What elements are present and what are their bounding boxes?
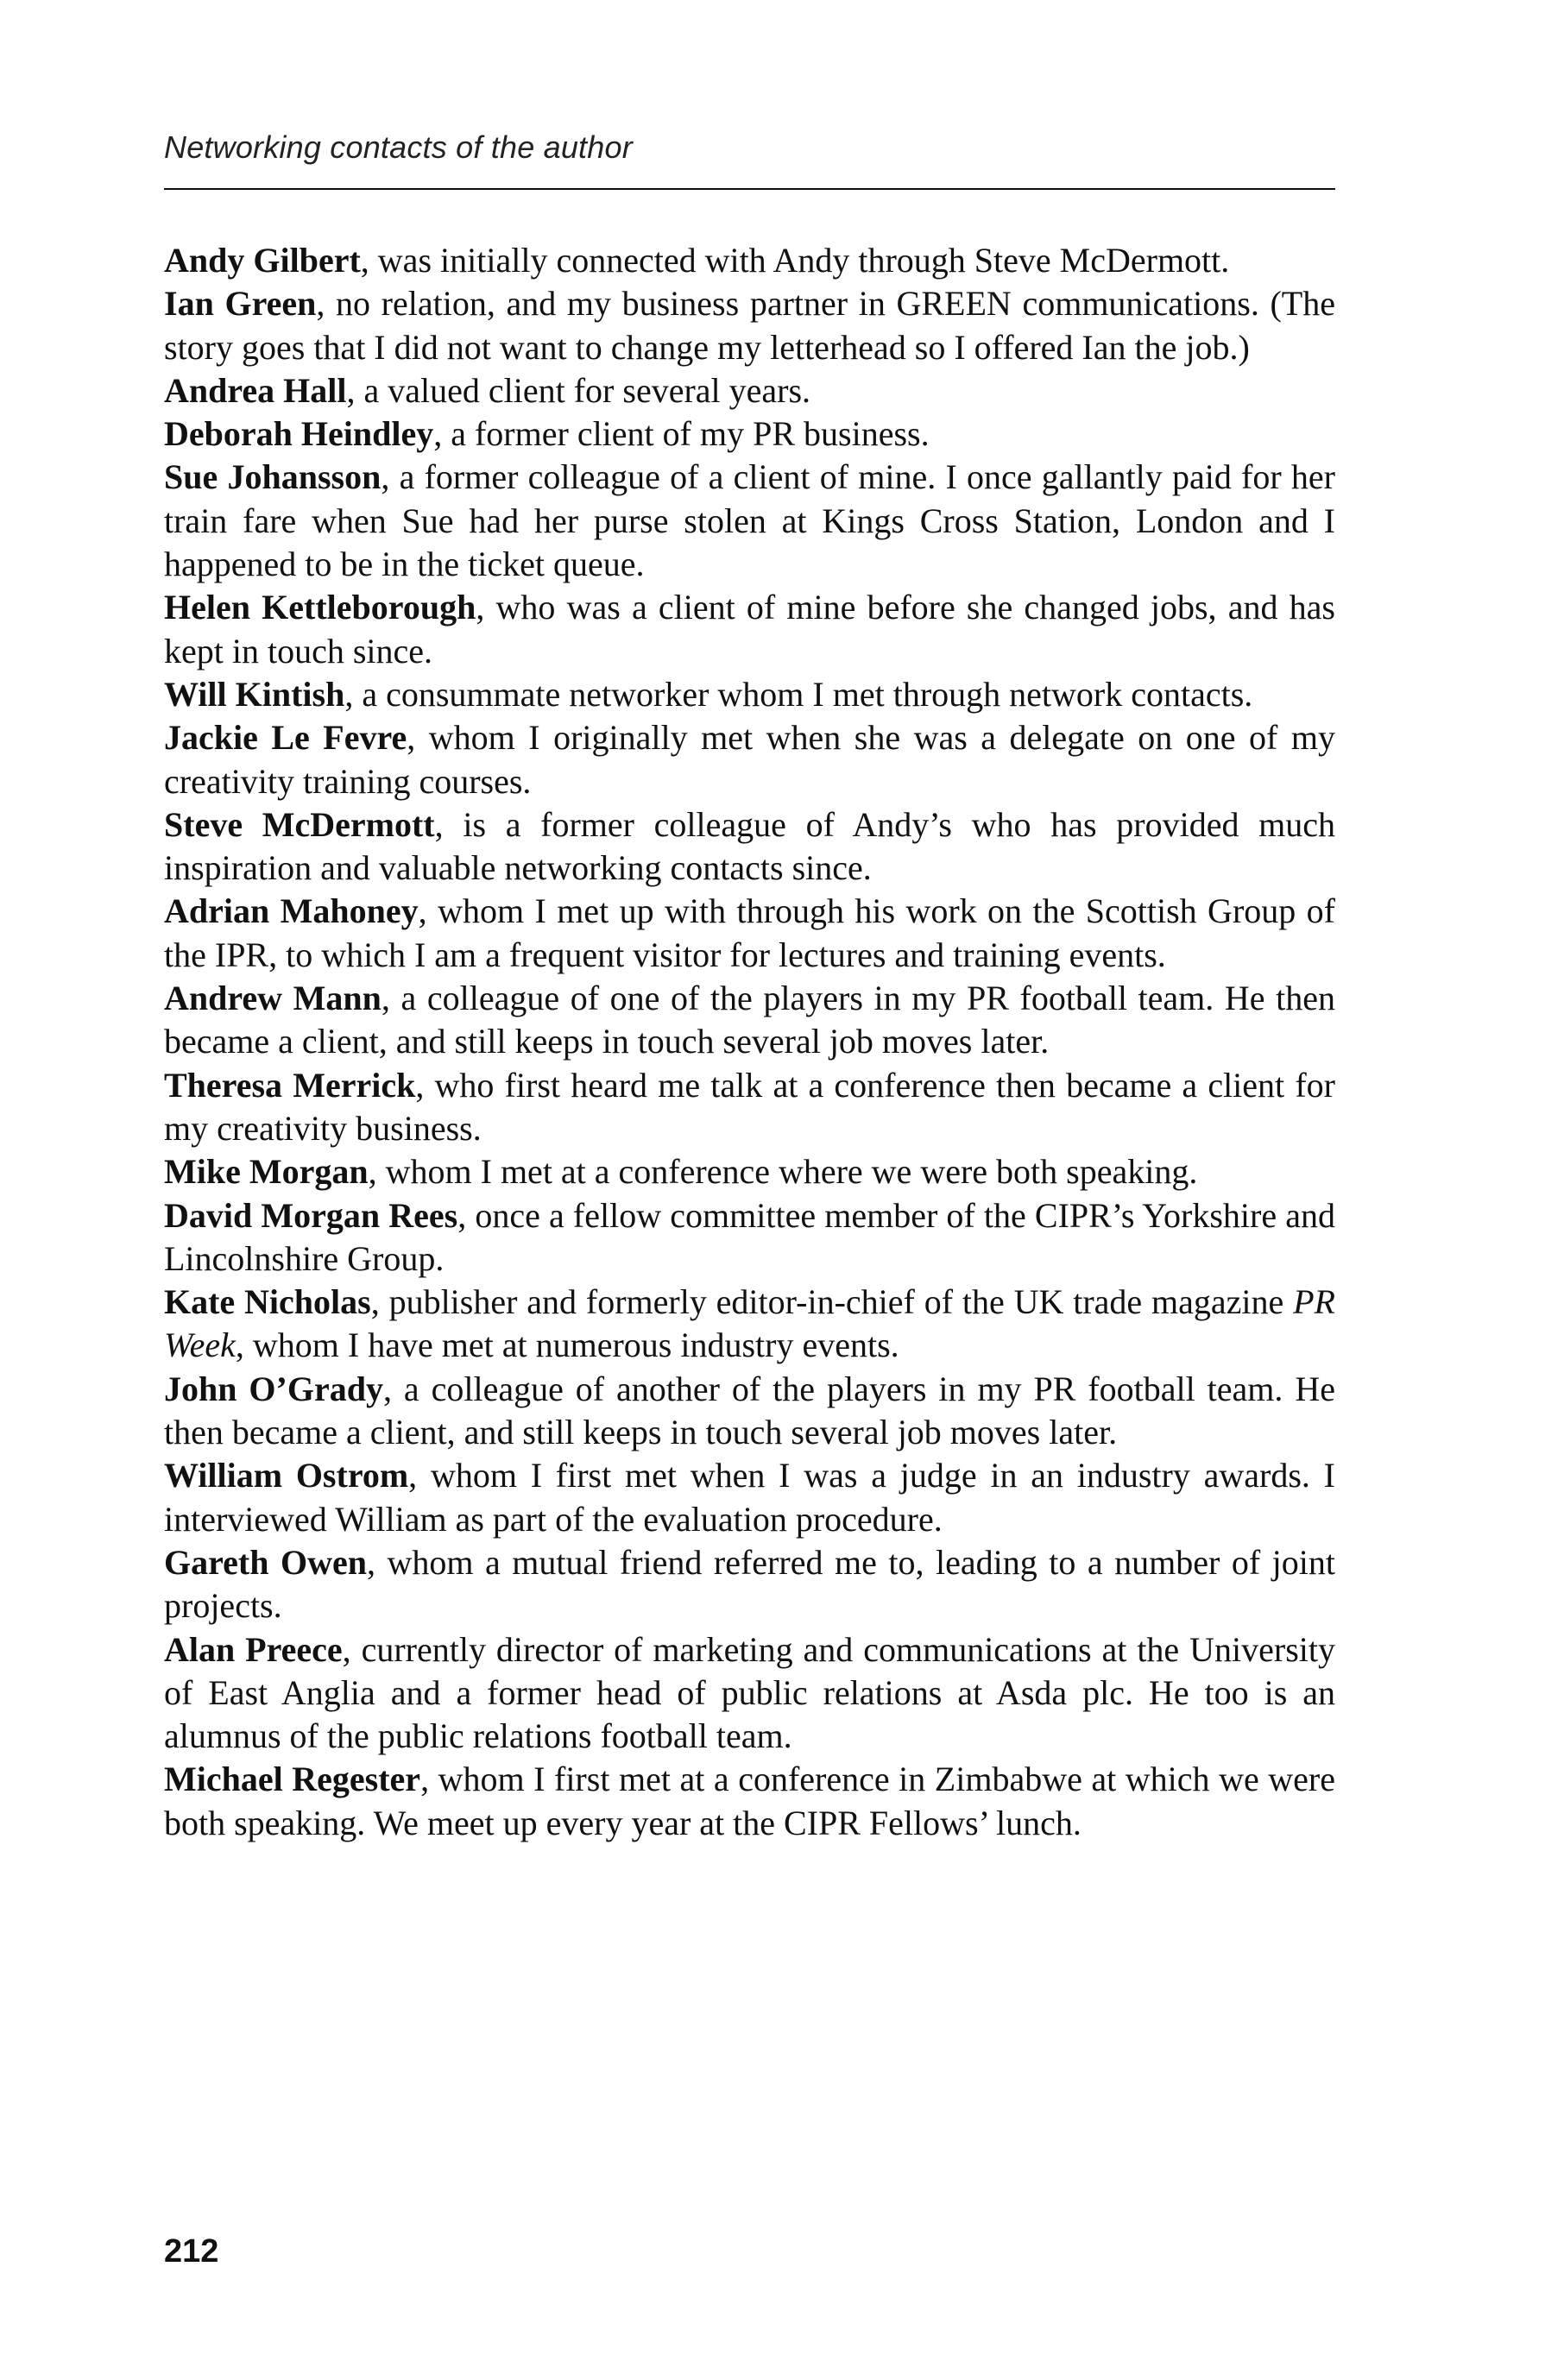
contact-description: , a former colleague of a client of mine. I once gallantly paid for her train fare when Sue had her purse stolen at Kings Cross Station, London and I happened to be in the ticket queue. [164, 457, 1336, 584]
page-number: 212 [164, 2233, 219, 2270]
contact-description: , is a former colleague of Andy’s who has provided much inspiration and valuable networking contacts since. [164, 804, 1336, 888]
contact-name: Alan Preece [164, 1629, 343, 1669]
contact-description: , whom a mutual friend referred me to, leading to a number of joint projects. [164, 1542, 1336, 1626]
contact-name: Ian Green [164, 284, 317, 324]
contact-entry [164, 716, 1335, 803]
contact-entry [164, 1368, 1335, 1455]
contact-description: , whom I first met at a conference in Zimbabwe at which we were both speaking. We meet up every year at the CIPR Fellows’ lunch. [164, 1760, 1335, 1842]
contact-entry [164, 1758, 1335, 1845]
contact-description: , whom I first met when I was a judge in an industry awards. I interviewed William as part of the evaluation procedure. [164, 1456, 1335, 1539]
contact-entry [164, 586, 1335, 673]
contact-description: , publisher and formerly editor-in-chief of the UK trade magazine [370, 1282, 1294, 1322]
contact-description: , currently director of marketing and communications at the University of East Anglia and a former head of public relations at Asda plc. He too is an alumnus of the public relations football team. [164, 1629, 1335, 1756]
contact-name: William Ostrom [164, 1456, 409, 1495]
contact-entry [164, 1454, 1335, 1541]
contact-entry [164, 1628, 1335, 1759]
contact-description: , a colleague of another of the players in my PR football team. He then became a client, and still keeps in touch several job moves later. [164, 1369, 1335, 1452]
contact-entry [164, 1541, 1335, 1628]
contact-entry [164, 890, 1335, 977]
contact-description: , a valued client for several years. [346, 370, 811, 410]
contact-name: Steve McDermott [164, 804, 435, 844]
contact-entry [164, 282, 1335, 369]
contact-entry [164, 1194, 1335, 1281]
contact-entry [164, 369, 1335, 412]
contact-name: Andrea Hall [164, 370, 347, 410]
contact-description: , once a fellow committee member of the CIPR’s Yorkshire and Lincolnshire Group. [164, 1195, 1335, 1278]
contact-entry [164, 673, 1335, 716]
contact-name: Adrian Mahoney [164, 891, 419, 931]
contact-entry [164, 239, 1335, 282]
contact-description: , whom I met up with through his work on the Scottish Group of the IPR, to which I am a frequent visitor for lectures and training events. [164, 891, 1335, 974]
contact-name: David Morgan Rees [164, 1195, 458, 1235]
contact-name: Deborah Heindley [164, 414, 434, 454]
contact-name: Andrew Mann [164, 979, 382, 1018]
contact-name: Andy Gilbert [164, 241, 361, 280]
contact-name: Will Kintish [164, 674, 345, 714]
contact-name: Gareth Owen [164, 1542, 367, 1582]
contact-description: , who first heard me talk at a conference then became a client for my creativity business. [164, 1065, 1335, 1148]
contact-description: , was initially connected with Andy through Steve McDermott. [360, 241, 1230, 280]
contact-name: Sue Johansson [164, 457, 382, 497]
contact-description: , who was a client of mine before she changed jobs, and has kept in touch since. [164, 588, 1335, 671]
contact-entry [164, 1150, 1335, 1193]
contact-entry [164, 1281, 1335, 1368]
contact-name: Helen Kettleborough [164, 588, 476, 627]
contact-entry [164, 977, 1335, 1064]
contact-name: Kate Nicholas [164, 1282, 371, 1322]
contact-description: , a colleague of one of the players in my PR football team. He then became a client, and still keeps in touch several job moves later. [164, 979, 1335, 1061]
contact-name: Mike Morgan [164, 1152, 369, 1192]
contact-name: Michael Regester [164, 1760, 421, 1799]
running-head: Networking contacts of the author [164, 129, 633, 165]
contact-description: , no relation, and my business partner in GREEN communications. (The story goes that I did not want to change my letterhead so I offered Ian the job.) [164, 284, 1335, 367]
contact-description: , a consummate networker whom I met through network contacts. [344, 674, 1253, 714]
contact-name: Jackie Le Fevre [164, 718, 407, 758]
magazine-title: PR Week [164, 1282, 1335, 1365]
contacts-list [164, 239, 1335, 1845]
contact-description: , a former client of my PR business. [433, 414, 930, 454]
contact-description: , whom I met at a conference where we were both speaking. [368, 1152, 1198, 1192]
contact-description-continued: , whom I have met at numerous industry events. [235, 1325, 899, 1365]
contact-description: , whom I originally met when she was a delegate on one of my creativity training courses. [164, 718, 1335, 801]
header-rule [164, 188, 1335, 190]
contact-entry [164, 1064, 1335, 1151]
contact-entry [164, 803, 1335, 891]
contact-name: Theresa Merrick [164, 1065, 416, 1105]
contact-name: John O’Grady [164, 1369, 383, 1408]
contact-entry [164, 412, 1335, 456]
contact-entry [164, 456, 1335, 586]
